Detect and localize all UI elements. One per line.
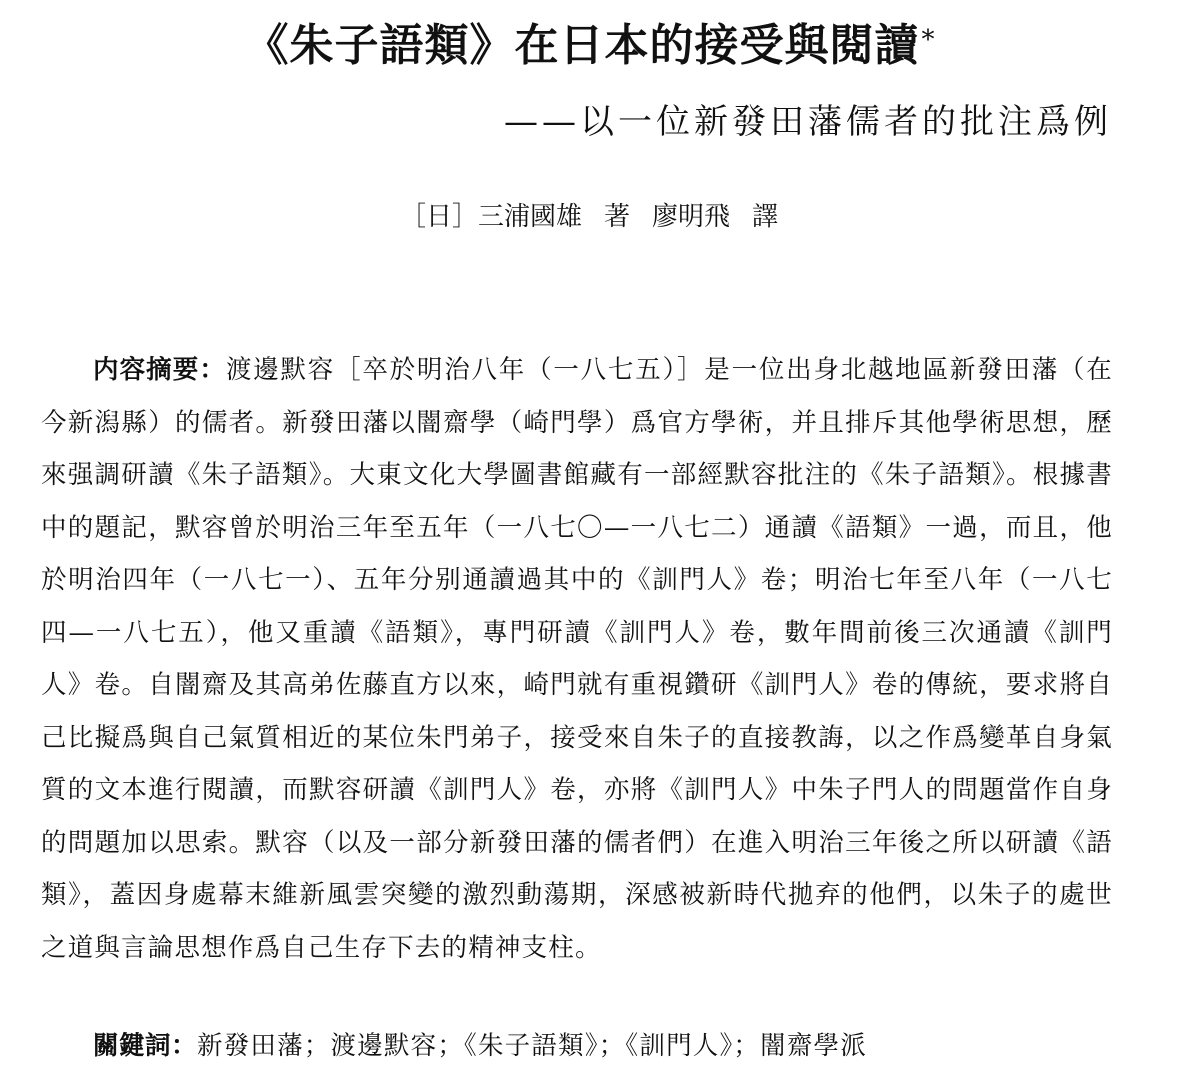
- author-name: ［日］三浦國雄: [399, 202, 582, 232]
- keywords-text: 新發田藩；渡邊默容；《朱子語類》；《訓門人》；闇齋學派: [197, 1031, 867, 1061]
- keywords-line: [93, 1020, 1093, 1073]
- author-role: 著: [603, 202, 630, 232]
- abstract-text: 渡邊默容［卒於明治八年（一八七五）］是一位出身北越地區新發田藩（在今新潟縣）的儒者。新發田藩以闇齋學（崎門學）爲官方學術，并且排斥其他學術思想，歷來强調研讀《朱子語類》。大東文化大學圖書館藏有一部經默容批注的《朱子語類》。根據書中的題記，默容曾於明治三年至五年（一八七〇—一八七二）通讀《語類》一過，而且，他於明治四年（一八七一）、五年分别通讀過其中的《訓門人》卷；明治七年至八年（一八七四—一八七五），他又重讀《語類》，專門研讀《訓門人》卷，數年間前後三次通讀《訓門人》卷。自闇齋及其高弟佐藤直方以來，崎門就有重視鑽研《訓門人》卷的傳統，要求將自己比擬爲與自己氣質相近的某位朱門弟子，接受來自朱子的直接教誨，以之作爲變革自身氣質的文本進行閱讀，而默容研讀《訓門人》卷，亦將《訓門人》中朱子門人的問題當作自身的問題加以思索。默容（以及一部分新發田藩的儒者們）在進入明治三年後之所以研讀《語類》，蓋因身處幕末維新風雲突變的激烈動蕩期，深感被新時代拋弃的他們，以朱子的處世之道與言論思想作爲自己生存下去的精神支柱。: [41, 355, 1113, 963]
- article-subtitle: ——以一位新發田藩儒者的批注爲例: [504, 102, 1112, 142]
- author-line: [300, 192, 878, 242]
- article-title: [150, 14, 1030, 78]
- keywords-label: 關鍵詞：: [93, 1031, 198, 1061]
- translator-role: 譯: [752, 202, 779, 232]
- translator-name: 廖明飛: [652, 202, 731, 232]
- article-title-text: 《朱子語類》在日本的接受與閱讀: [244, 20, 920, 71]
- title-footnote-mark: *: [921, 25, 936, 55]
- abstract-label: 内容摘要：: [93, 355, 226, 385]
- abstract-paragraph: [41, 344, 1113, 974]
